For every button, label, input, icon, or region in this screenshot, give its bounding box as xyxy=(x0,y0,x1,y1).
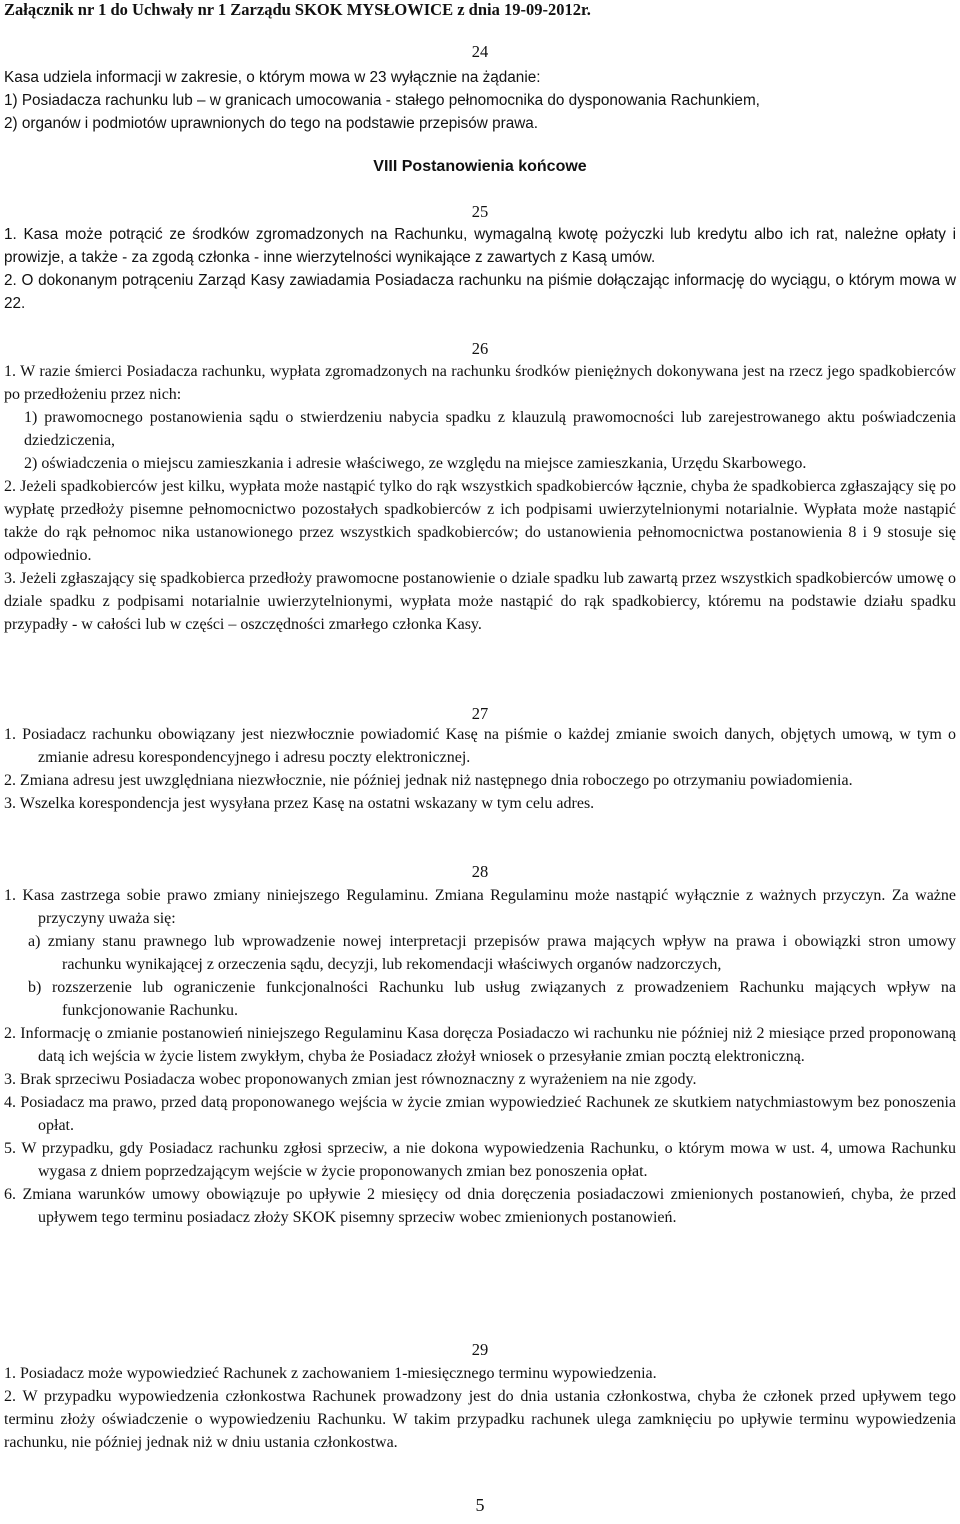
paragraph-26-number: 26 xyxy=(471,339,489,358)
paragraph-28-item: 4. Posiadacz ma prawo, przed datą proponowanego wejścia w życie zmian wypowiedzieć Rachunek ze skutkiem natychmiastowym bez ponoszenia opłat. xyxy=(4,1094,956,1134)
paragraph-28-body xyxy=(4,884,956,1229)
paragraph-28-item: 6. Zmiana warunków umowy obowiązuje po upływie 2 miesięcy od dnia doręczenia posiadaczowi zmienionych postanowień, chyba, że przed upływem tego terminu posiadacz złoży SKOK pisemny sprzeciw wobec zmienionych postanowień. xyxy=(4,1186,956,1226)
paragraph-28-subitem: b) rozszerzenie lub ograniczenie funkcjonalności Rachunku lub usług związanych z prowadzeniem Rachunku mających wpływ na funkcjonowanie Rachunku. xyxy=(28,979,956,1019)
paragraph-27-item: 1. Posiadacz rachunku obowiązany jest niezwłocznie powiadomić Kasę na piśmie o każdej zmianie swoich danych, objętych umową, w tym o zmianie adresu korespondencyjnego i adresu poczty elektronicznej. xyxy=(4,726,956,766)
paragraph-26-body xyxy=(4,360,956,636)
paragraph-25-item: 1. Kasa może potrącić ze środków zgromadzonych na Rachunku, wymagalną kwotę pożyczki lub kredytu albo ich rat, należne opłaty i prowizje, a także - za zgodą członka - inne wierzytelności wynikające z zawartych z Kasą umów. xyxy=(4,226,956,266)
paragraph-24-line: 1) Posiadacza rachunku lub – w granicach umocowania - stałego pełnomocnika do dysponowania Rachunkiem, xyxy=(4,92,760,109)
paragraph-24-line: Kasa udziela informacji w zakresie, o którym mowa w 23 wyłącznie na żądanie: xyxy=(4,69,541,86)
paragraph-25-body xyxy=(4,223,956,315)
paragraph-25-item: 2. O dokonanym potrąceniu Zarząd Kasy zawiadamia Posiadacza rachunku na piśmie dołączając informację do wyciągu, o którym mowa w 22. xyxy=(4,272,956,312)
paragraph-27-item: 3. Wszelka korespondencja jest wysyłana przez Kasę na ostatni wskazany w tym celu adres. xyxy=(4,795,595,812)
paragraph-29-body xyxy=(4,1362,956,1454)
paragraph-27-number: 27 xyxy=(471,704,489,723)
section-title-viii: VIII Postanowienia końcowe xyxy=(373,158,587,175)
page-number: 5 xyxy=(475,1495,485,1515)
paragraph-29-item: 1. Posiadacz może wypowiedzieć Rachunek z zachowaniem 1-miesięcznego terminu wypowiedzenia. xyxy=(4,1365,657,1382)
paragraph-28-item: 5. W przypadku, gdy Posiadacz rachunku zgłosi sprzeciw, a nie dokona wypowiedzenia Rachunku, o którym mowa w ust. 4, umowa Rachunku wygasa z dniem poprzedzającym wejście w życie proponowanych zmian bez ponoszenia opłat. xyxy=(4,1140,956,1180)
paragraph-26-subitem: 1) prawomocnego postanowienia sądu o stwierdzeniu nabycia spadku z klauzulą prawomocności lub zarejestrowanego aktu poświadczenia dziedziczenia, xyxy=(24,409,956,449)
paragraph-24-body xyxy=(4,66,956,135)
document-header: Załącznik nr 1 do Uchwały nr 1 Zarządu SKOK MYSŁOWICE z dnia 19-09-2012r. xyxy=(4,0,591,19)
paragraph-27-body xyxy=(4,723,956,815)
paragraph-28-item: 2. Informację o zmianie postanowień niniejszego Regulaminu Kasa doręcza Posiadaczo wi rachunku nie później niż 2 miesiące przed proponowaną datą ich wejścia w życie listem zwykłym, chyba że Posiadacz złożył wniosek o przesyłanie zmian pocztą elektroniczną. xyxy=(4,1025,956,1065)
paragraph-28-item: 3. Brak sprzeciwu Posiadacza wobec proponowanych zmian jest równoznaczny z wyrażeniem na nie zgody. xyxy=(4,1071,697,1088)
paragraph-27-item: 2. Zmiana adresu jest uwzględniana niezwłocznie, nie później jednak niż następnego dnia roboczego po otrzymaniu powiadomienia. xyxy=(4,772,853,789)
paragraph-26-item: 1. W razie śmierci Posiadacza rachunku, wypłata zgromadzonych na rachunku środków pieniężnych dokonywana jest na rzecz jego spadkobierców po przedłożeniu przez nich: xyxy=(4,363,956,403)
paragraph-28-item: 1. Kasa zastrzega sobie prawo zmiany niniejszego Regulaminu. Zmiana Regulaminu może nastąpić wyłącznie z ważnych przyczyn. Za ważne przyczyny uważa się: xyxy=(4,887,956,927)
paragraph-26-subitem: 2) oświadczenia o miejscu zamieszkania i adresie właściwego, ze względu na miejsce zamieszkania, Urzędu Skarbowego. xyxy=(24,455,807,472)
paragraph-29-number: 29 xyxy=(471,1340,489,1359)
paragraph-24-line: 2) organów i podmiotów uprawnionych do tego na podstawie przepisów prawa. xyxy=(4,115,539,132)
paragraph-28-number: 28 xyxy=(471,862,489,881)
paragraph-24-number: 24 xyxy=(471,42,489,61)
paragraph-25-number: 25 xyxy=(471,202,489,221)
paragraph-28-subitem: a) zmiany stanu prawnego lub wprowadzenie nowej interpretacji przepisów prawa mających wpływ na prawa i obowiązki stron umowy rachunku wynikającej z orzeczenia sądu, decyzji, lub rekomendacji właściwych organów nadzorczych, xyxy=(28,933,956,973)
paragraph-26-item: 3. Jeżeli zgłaszający się spadkobierca przedłoży prawomocne postanowienie o dziale spadku lub zawartą przez wszystkich spadkobierców umowę o dziale spadku z podpisami notarialnie uwierzytelnionymi, wypłata może nastąpić do rąk spadkobiercy, któremu na podstawie działu spadku przypadły - w całości lub w części – oszczędności zmarłego członka Kasy. xyxy=(4,570,956,633)
paragraph-29-item: 2. W przypadku wypowiedzenia członkostwa Rachunek prowadzony jest do dnia ustania członkostwa, chyba że członek przed upływem tego terminu złoży oświadczenie o wypowiedzeniu Rachunku. W takim przypadku rachunek ulega zamknięciu po upływie terminu wypowiedzenia rachunku, nie później jednak niż w dniu ustania członkostwa. xyxy=(4,1388,956,1451)
paragraph-26-item: 2. Jeżeli spadkobierców jest kilku, wypłata może nastąpić tylko do rąk wszystkich spadkobierców łącznie, chyba że spadkobierca zgłaszający się po wypłatę przedłoży pisemne pełnomocnictwo pozostałych spadkobierców z ich podpisami uwierzytelnionymi notarialnie. Wypłata może nastąpić także do rąk pełnomoc nika ustanowionego przez wszystkich spadkobierców; do ustanowienia pełnomocnictwa postanowienia 8 i 9 stosuje się odpowiednio. xyxy=(4,478,956,564)
